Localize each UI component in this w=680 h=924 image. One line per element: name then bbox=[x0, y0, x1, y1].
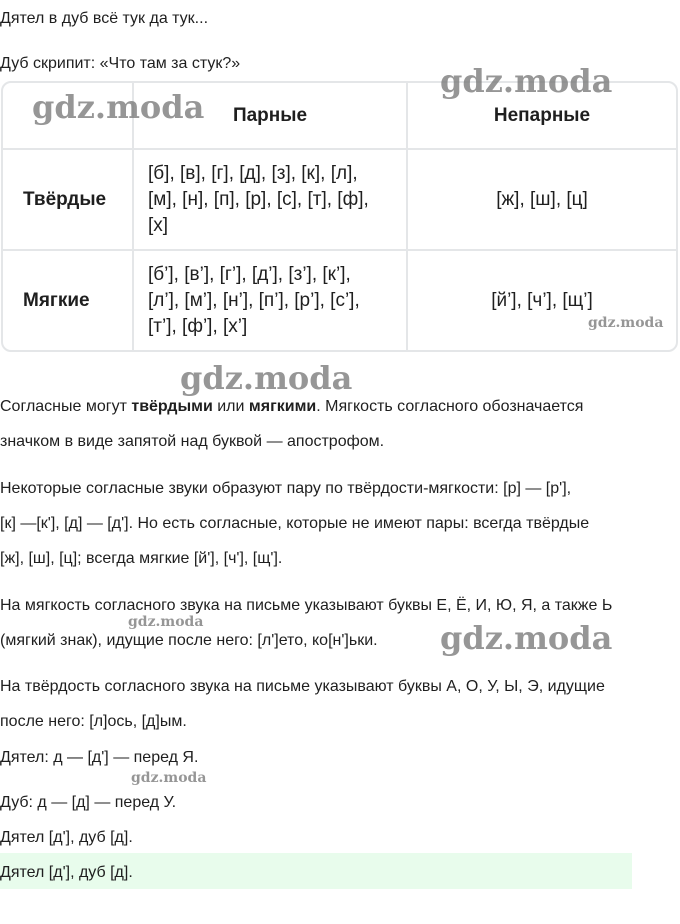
intro-line-2: Дуб скрипит: «Что там за стук?» bbox=[0, 55, 241, 72]
para1-text: . Мягкость согласного обозначается bbox=[316, 398, 584, 415]
para4-line-2: после него: [л]ось, [д]ым. bbox=[0, 713, 187, 730]
sounds-line: [х] bbox=[148, 214, 169, 236]
sounds-line: [т’], [ф’], [х’] bbox=[148, 315, 248, 337]
para1-bold-hard: твёрдыми bbox=[131, 398, 213, 415]
row-label-hard: Твёрдые bbox=[3, 149, 133, 250]
watermark: gdz.moda bbox=[180, 359, 353, 397]
table-row bbox=[3, 250, 676, 350]
para1-line-1 bbox=[0, 397, 583, 417]
watermark: gdz.moda bbox=[588, 315, 664, 331]
para4-line-1: На твёрдость согласного звука на письме указывают буквы А, О, У, Ы, Э, идущие bbox=[0, 678, 605, 695]
para2-line-3: [ж], [ш], [ц]; всегда мягкие [й'], [ч'], [щ']. bbox=[0, 550, 283, 567]
row-label-soft: Мягкие bbox=[3, 250, 133, 350]
intro-line-1: Дятел в дуб всё тук да тук... bbox=[0, 10, 209, 27]
example-line-1: Дятел: д — [д'] — перед Я. bbox=[0, 749, 199, 766]
para1-text: или bbox=[212, 398, 249, 415]
watermark: gdz.moda bbox=[440, 62, 613, 100]
sounds-line: [л’], [м’], [н’], [п’], [р’], [с’], bbox=[148, 289, 360, 311]
header-unpaired: Непарные bbox=[407, 83, 676, 149]
table-row bbox=[3, 149, 676, 250]
soft-unpaired-sounds: [й’], [ч’], [щ’] bbox=[407, 250, 676, 350]
hard-unpaired-sounds: [ж], [ш], [ц] bbox=[407, 149, 676, 250]
para1-text: Согласные могут bbox=[0, 398, 132, 415]
para1-bold-soft: мягкими bbox=[248, 398, 317, 415]
para3-line-1: На мягкость согласного звука на письме указывают буквы Е, Ё, И, Ю, Я, а также Ь bbox=[0, 597, 613, 614]
para2-line-2: [к] —[к'], [д] — [д']. Но есть согласные, которые не имеют пары: всегда твёрдые bbox=[0, 515, 590, 532]
watermark: gdz.moda bbox=[32, 88, 205, 126]
para2-line-1: Некоторые согласные звуки образуют пару по твёрдости-мягкости: [р] — [р'], bbox=[0, 480, 572, 497]
header-paired: Парные bbox=[133, 83, 407, 149]
para1-line-2: значком в виде запятой над буквой — апострофом. bbox=[0, 433, 385, 450]
example-line-2: Дуб: д — [д] — перед У. bbox=[0, 794, 177, 811]
sounds-line: [б’], [в’], [г’], [д’], [з’], [к’], bbox=[148, 263, 351, 285]
watermark: gdz.moda bbox=[440, 619, 613, 657]
watermark: gdz.moda bbox=[131, 770, 207, 786]
answer-line: Дятел [д'], дуб [д]. bbox=[0, 864, 133, 881]
para3-line-2: (мягкий знак), идущие после него: [л']ето, ко[н']ьки. bbox=[0, 632, 378, 649]
watermark: gdz.moda bbox=[128, 614, 204, 630]
example-line-3: Дятел [д'], дуб [д]. bbox=[0, 829, 133, 846]
hard-paired-sounds bbox=[133, 149, 407, 250]
sounds-line: [б], [в], [г], [д], [з], [к], [л], bbox=[148, 162, 358, 184]
soft-paired-sounds bbox=[133, 250, 407, 350]
sounds-line: [м], [н], [п], [р], [с], [т], [ф], bbox=[148, 188, 369, 210]
